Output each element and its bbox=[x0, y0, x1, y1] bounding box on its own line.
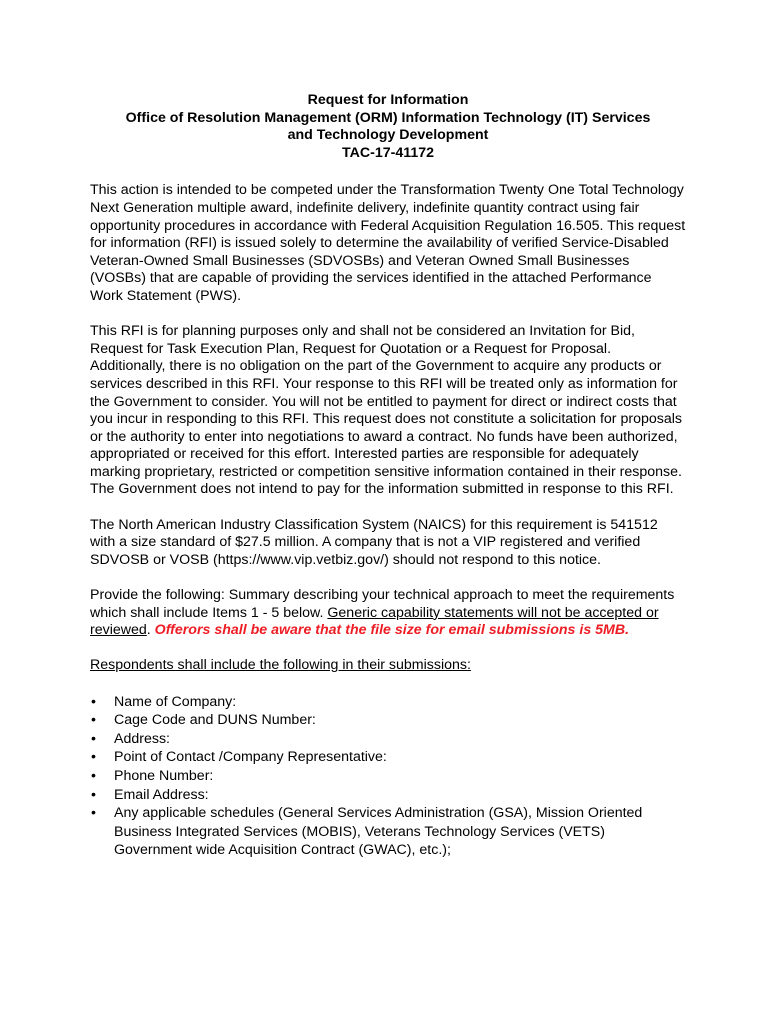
document-header bbox=[90, 92, 686, 162]
list-item bbox=[90, 711, 686, 730]
list-item-text: Name of Company: bbox=[114, 693, 237, 710]
paragraph-competition: This action is intended to be competed under the Transformation Twenty One Total Technology Next Generation multiple award, indefinite delivery, indefinite quantity contract using fair opportunity procedures in accordance with Federal Acquisition Regulation 16.505. This request for information (RFI) is issued solely to determine the availability of verified Service-Disabled Veteran-Owned Small Businesses (SDVOSBs) and Veteran Owned Small Businesses (VOSBs) that are capable of providing the services identified in the attached Performance Work Statement (PWS). bbox=[90, 182, 686, 304]
sentence-period: . bbox=[146, 622, 155, 639]
header-subtitle: and Technology Development bbox=[287, 127, 489, 144]
list-item bbox=[90, 786, 686, 805]
list-item-text: Phone Number: bbox=[114, 767, 214, 784]
list-item-text: Email Address: bbox=[114, 786, 209, 803]
paragraph-provide-following bbox=[90, 587, 686, 640]
list-item bbox=[90, 748, 686, 767]
paragraph-planning-purposes: This RFI is for planning purposes only and shall not be considered an Invitation for Bid, Request for Task Execution Plan, Request for Quotation or a Request for Proposal. Additionally, there is no obligation on the part of the Government to acquire any products or services described in this RFI. Your response to this RFI will be treated only as information for the Government to consider. You will not be entitled to payment for direct or indirect costs that you incur in responding to this RFI. This request does not constitute a solicitation for proposals or the authority to enter into negotiations to award a contract. No funds have been authorized, appropriated or received for this effort. Interested parties are responsible for adequately marking proprietary, restricted or competition sensitive information contained in their response. The Government does not intend to pay for the information submitted in response to this RFI. bbox=[90, 323, 682, 498]
bullet-icon: • bbox=[91, 730, 96, 747]
file-size-warning: Offerors shall be aware that the file size for email submissions is 5MB. bbox=[154, 622, 630, 639]
list-item bbox=[90, 730, 686, 749]
bullet-icon: • bbox=[91, 767, 96, 784]
bullet-icon: • bbox=[91, 749, 96, 766]
respondents-heading: Respondents shall include the following in their submissions: bbox=[90, 657, 471, 674]
bullet-icon: • bbox=[91, 786, 96, 803]
list-item-text: Any applicable schedules (General Services Administration (GSA), Mission Oriented Business Integrated Services (MOBIS), Veterans Technology Services (VETS) Government wide Acquisition Contract (GWAC), etc.); bbox=[114, 805, 643, 859]
list-item-text: Point of Contact /Company Representative: bbox=[114, 749, 387, 766]
provide-following-text: Provide the following: Summary describing your technical approach to meet the requirements which shall include Items 1 - 5 below. bbox=[90, 587, 675, 621]
list-item bbox=[90, 804, 686, 860]
list-item bbox=[90, 693, 686, 712]
header-title: Request for Information bbox=[307, 92, 469, 108]
bullet-icon: • bbox=[91, 805, 96, 822]
bullet-icon: • bbox=[91, 693, 96, 710]
bullet-icon: • bbox=[91, 712, 96, 729]
list-item-text: Cage Code and DUNS Number: bbox=[114, 712, 316, 729]
header-office: Office of Resolution Management (ORM) Information Technology (IT) Services bbox=[125, 109, 651, 126]
paragraph-naics: The North American Industry Classification System (NAICS) for this requirement is 541512 with a size standard of $27.5 million. A company that is not a VIP registered and verified SDVOSB or VOSB (https://www.vip.vetbiz.gov/) should not respond to this notice. bbox=[90, 516, 658, 568]
submission-requirements-list bbox=[90, 693, 686, 860]
document-page bbox=[90, 92, 686, 860]
generic-statements-note: Generic capability statements will not be accepted or reviewed bbox=[90, 604, 659, 639]
header-reference-number: TAC-17-41172 bbox=[341, 144, 434, 161]
list-item-text: Address: bbox=[114, 730, 170, 747]
list-item bbox=[90, 767, 686, 786]
